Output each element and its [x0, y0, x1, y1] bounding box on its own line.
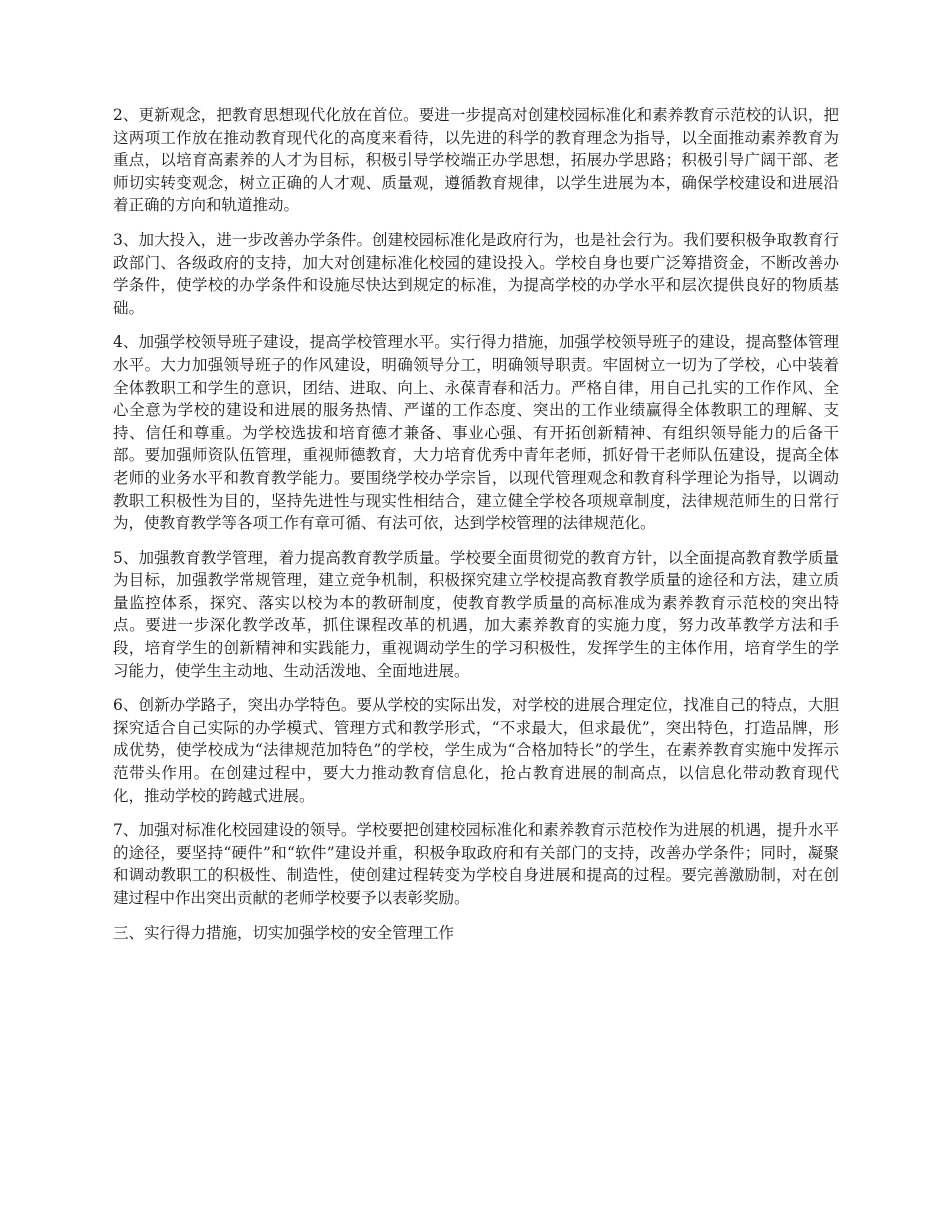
paragraph-5: 5、加强教育教学管理，着力提高教育教学质量。学校要全面贯彻党的教育方针，以全面提高教育教学质量为目标，加强教学常规管理，建立竞争机制，积极探究建立学校提高教育教学质量的途径和方法，建立质量监控体系，探究、落实以校为本的教研制度，使教育教学质量的高标准成为素养教育示范校的突出特点。要进一步深化教学改革，抓住课程改革的机遇，加大素养教育的实施力度，努力改革教学方法和手段，培育学生的创新精神和实践能力，重视调动学生的学习积极性，发挥学生的主体作用，培育学生的学习能力，使学生主动地、生动活泼地、全面地进展。 [113, 548, 839, 680]
paragraph-6: 6、创新办学路子，突出办学特色。要从学校的实际出发，对学校的进展合理定位，找准自己的特点，大胆探究适合自己实际的办学模式、管理方式和教学形式，“不求最大，但求最优”，突出特色，打造品牌，形成优势，使学校成为“法律规范加特色”的学校，学生成为“合格加特长”的学生，在素养教育实施中发挥示范带头作用。在创建过程中，要大力推动教育信息化，抢占教育进展的制高点，以信息化带动教育现代化，推动学校的跨越式进展。 [113, 696, 839, 805]
paragraph-7: 7、加强对标准化校园建设的领导。学校要把创建校园标准化和素养教育示范校作为进展的机遇，提升水平的途径，要坚持“硬件”和“软件”建设并重，积极争取政府和有关部门的支持，改善办学条件；同时，凝聚和调动教职工的积极性、制造性，使创建过程转变为学校自身进展和提高的过程。要完善激励制，对在创建过程中作出突出贡献的老师学校要予以表彰奖励。 [113, 821, 839, 907]
paragraph-4: 4、加强学校领导班子建设，提高学校管理水平。实行得力措施，加强学校领导班子的建设，提高整体管理水平。大力加强领导班子的作风建设，明确领导分工，明确领导职责。牢固树立一切为了学校，心中装着全体教职工和学生的意识，团结、进取、向上、永葆青春和活力。严格自律，用自己扎实的工作作风、全心全意为学校的建设和进展的服务热情、严谨的工作态度、突出的工作业绩赢得全体教职工的理解、支持、信任和尊重。为学校选拔和培育德才兼备、事业心强、有开拓创新精神、有组织领导能力的后备干部。要加强师资队伍管理，重视师德教育，大力培育优秀中青年老师，抓好骨干老师队伍建设，提高全体老师的业务水平和教育教学能力。要围绕学校办学宗旨，以现代管理观念和教育科学理论为指导，以调动教职工积极性为目的，坚持先进性与现实性相结合，建立健全学校各项规章制度，法律规范师生的日常行为，使教育教学等各项工作有章可循、有法可依，达到学校管理的法律规范化。 [113, 333, 839, 533]
section-heading: 三、实行得力措施，切实加强学校的安全管理工作 [113, 923, 455, 942]
paragraph-3: 3、加大投入，进一步改善办学条件。创建校园标准化是政府行为，也是社会行为。我们要积极争取教育行政部门、各级政府的支持，加大对创建标准化校园的建设投入。学校自身也要广泛筹措资金，不断改善办学条件，使学校的办学条件和设施尽快达到规定的标准，为提高学校的办学水平和层次提供良好的物质基础。 [113, 230, 839, 317]
paragraph-2: 2、更新观念，把教育思想现代化放在首位。要进一步提高对创建校园标准化和素养教育示范校的认识，把这两项工作放在推动教育现代化的高度来看待，以先进的科学的教育理念为指导，以全面推动素养教育为重点，以培育高素养的人才为目标，积极引导学校端正办学思想，拓展办学思路；积极引导广阔干部、老师切实转变观念，树立正确的人才观、质量观，遵循教育规律，以学生进展为本，确保学校建设和进展沿着正确的方向和轨道推动。 [113, 106, 839, 215]
document-body [113, 104, 839, 944]
